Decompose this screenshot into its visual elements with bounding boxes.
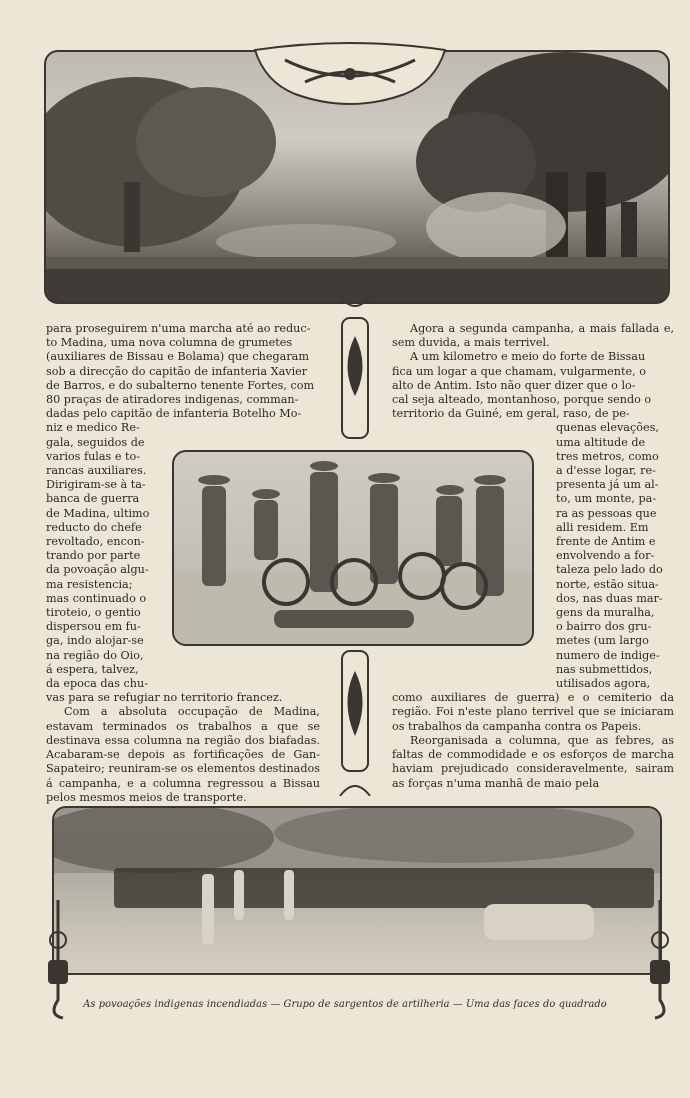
text-line: ga, indo alojar-se [46, 634, 144, 648]
right-paragraph-3: Reorganisada a columna, que as febres, as faltas de commodidade e os esforços de marcha haviam prejudicado consideravelmente, sairam as forças n'uma manhã de maio pela [392, 733, 674, 790]
text-line: dispersou em fu- [46, 620, 141, 634]
text-line: ma resistencia; [46, 577, 133, 591]
text-line: quenas elevações, [556, 421, 659, 435]
right-column-text [392, 322, 674, 791]
left-after-wrap: vas para se refugiar no territorio francez. [46, 691, 283, 705]
text-line: dos, nas duas mar- [556, 591, 663, 605]
left-wrap-block [46, 421, 166, 691]
text-line: trando por parte [46, 549, 141, 563]
left-column-text [46, 322, 320, 805]
text-line: numero de indige- [556, 648, 660, 662]
text-line: tiroteio, o gentio [46, 606, 141, 620]
text-line: alli residem. Em [556, 520, 649, 534]
text-line: reducto do chefe [46, 520, 142, 534]
left-paragraph-2: Com a absoluta occupação de Madina, estavam terminados os trabalhos a que se destinava essa columna na região dos biafadas. Acabaram-se depois as fortificações de Gan-Sapateiro; reuniram-se os elementos destinados á campanha, e a columna regressou a Bissau pelos mesmos meios de transporte. [46, 705, 320, 804]
text-line: dadas pelo capitão de infanteria Botelho Mo- [46, 407, 302, 421]
photo-caption: As povoações indigenas incendiadas — Grupo de sargentos de artilheria — Uma das faces do quadrado [83, 999, 607, 1010]
text-line: varios fulas e to- [46, 449, 141, 463]
text-line: cal seja alteado, montanhoso, porque sendo o [392, 393, 652, 407]
text-line: envolvendo a for- [556, 549, 655, 563]
text-line: da povoação algu- [46, 563, 149, 577]
text-line: fica um logar a que chamam, vulgarmente, o [392, 364, 646, 378]
text-line: Dirigiram-se à ta- [46, 478, 146, 492]
text-line: para proseguirem n'uma marcha até ao reduc- [46, 322, 311, 335]
text-line: nas submettidos, [556, 662, 653, 676]
top-crest-ornament [245, 42, 455, 112]
text-line: 80 praças de atiradores indigenas, comman- [46, 393, 299, 407]
text-line: á espera, talvez, [46, 662, 139, 676]
right-wrap-block [556, 421, 674, 691]
text-line: alto de Antim. Isto não quer dizer que o lo- [392, 378, 636, 392]
text-line: to, um monte, pa- [556, 492, 657, 506]
text-line: sob a direcção do capitão de infanteria Xavier [46, 364, 308, 378]
text-line: presenta já um al- [556, 478, 659, 492]
text-line: tres metros, como [556, 449, 659, 463]
right-p2-block [392, 350, 674, 421]
text-line: da epoca das chu- [46, 677, 148, 691]
text-line: niz e medico Re- [46, 421, 140, 435]
text-line: gala, seguidos de [46, 435, 145, 449]
text-line: a d'esse logar, re- [556, 464, 656, 478]
text-line: o bairro dos gru- [556, 620, 652, 634]
left-intro-block [46, 322, 320, 421]
text-line: metes (um largo [556, 634, 649, 648]
text-line: revoltado, encon- [46, 535, 145, 549]
text-line: (auxiliares de Bissau e Bolama) que chegaram [46, 350, 309, 364]
text-line: taleza pelo lado do [556, 563, 663, 577]
text-line: territorio da Guiné, em geral, raso, de pe- [392, 407, 630, 421]
text-line: gens da muralha, [556, 606, 655, 620]
right-paragraph-1: Agora a segunda campanha, a mais fallada e, sem duvida, a mais terrivel. [392, 322, 674, 350]
text-line: ra as pessoas que [556, 506, 657, 520]
text-line: A um kilometro e meio do forte de Bissau [410, 350, 646, 364]
text-line: mas continuado o [46, 591, 147, 605]
text-line: rancas auxiliares. [46, 464, 147, 478]
right-after-wrap: como auxiliares de guerra) e o cemiterio da região. Foi n'este plano terrivel que se iniciaram os trabalhos da campanha contra os Papeis. [392, 691, 674, 733]
bottom-photo-square-face [52, 806, 662, 975]
text-line: na região do Oio, [46, 648, 144, 662]
text-line: to Madina, uma nova columna de grumetes [46, 336, 293, 350]
text-line: de Madina, ultimo [46, 506, 150, 520]
text-line: utilisados agora, [556, 677, 651, 691]
text-line: de Barros, e do subalterno tenente Fortes, com [46, 378, 315, 392]
text-line: frente de Antim e [556, 535, 656, 549]
text-line: uma altitude de [556, 435, 646, 449]
text-line: banca de guerra [46, 492, 140, 506]
text-line: norte, estão situa- [556, 577, 659, 591]
